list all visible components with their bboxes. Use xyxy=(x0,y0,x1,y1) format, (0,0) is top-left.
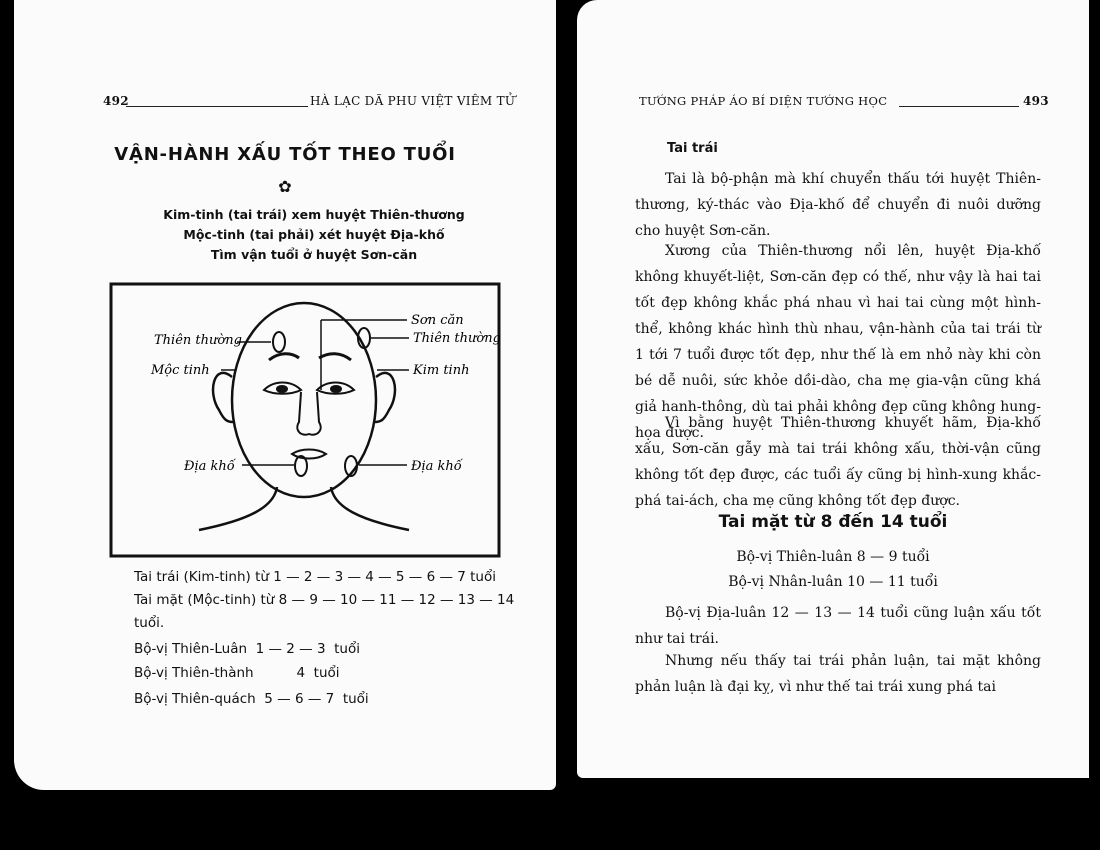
label-dia-kho-right: Địa khố xyxy=(411,459,462,474)
page-number-left: 492 xyxy=(103,94,129,108)
intro-line-2: Mộc-tinh (tai phải) xét huyệt Địa-khố xyxy=(183,227,445,242)
age-line-1: Tai trái (Kim-tinh) từ 1 — 2 — 3 — 4 — 5 — 6 — 7 tuổi xyxy=(134,569,497,585)
running-title-left: HÀ LẠC DÃ PHU VIỆT VIÊM TỬ xyxy=(310,94,516,108)
thien-thuong-left-marker xyxy=(273,332,285,352)
left-pupil xyxy=(276,385,288,393)
intro-line-1: Kim-tinh (tai trái) xem huyệt Thiên-thương xyxy=(163,207,465,222)
nose xyxy=(297,392,320,435)
right-pupil xyxy=(330,385,342,393)
label-son-can: Sơn căn xyxy=(411,313,464,328)
label-thien-thuong-right: Thiên thường xyxy=(413,331,501,346)
dia-kho-left-marker xyxy=(295,456,307,476)
label-moc-tinh: Mộc tinh xyxy=(151,363,210,378)
bo-vi-line-1: Bộ-vị Thiên-Luân 1 — 2 — 3 tuổi xyxy=(134,641,360,657)
ornament-icon: ✿ xyxy=(278,177,292,196)
age-line-2: Tai mặt (Mộc-tinh) từ 8 — 9 — 10 — 11 — 12 — 13 — 14 xyxy=(134,592,515,608)
left-brow xyxy=(269,354,299,360)
label-dia-kho-left: Địa khố xyxy=(184,459,235,474)
neck-right xyxy=(331,487,409,530)
bo-vi-line-2: Bộ-vị Thiên-thành 4 tuổi xyxy=(134,665,340,681)
bo-vi-line-3: Bộ-vị Thiên-quách 5 — 6 — 7 tuổi xyxy=(134,691,369,707)
intro-line-3: Tìm vận tuổi ở huyệt Sơn-căn xyxy=(210,247,418,262)
label-thien-thuong-left: Thiên thường xyxy=(154,333,242,348)
section-label: Tai trái xyxy=(667,141,718,156)
running-title-right: TƯỚNG PHÁP ÁO BÍ DIỆN TƯỚNG HỌC xyxy=(639,94,888,108)
right-ear xyxy=(375,373,395,422)
right-brow xyxy=(319,354,351,360)
paragraph-3: Vì bằng huyệt Thiên-thương khuyết hãm, Địa-khố xấu, Sơn-căn gẫy mà tai trái không xấu, thời-vận cũng không tốt đẹp được, các tuổi ấy cũng bị hình-xung khắc-phá tai-ách, cha mẹ cũng không tốt đẹp được. xyxy=(635,415,1041,509)
paragraph-5: Nhưng nếu thấy tai trái phản luận, tai mặt không phản luận là đại kỵ, vì như thế tai trái xung phá tai xyxy=(635,653,1041,695)
paragraph-4: Bộ-vị Địa-luân 12 — 13 — 14 tuổi cũng luận xấu tốt như tai trái. xyxy=(635,605,1041,647)
centered-line-2: Bộ-vị Nhân-luân 10 — 11 tuổi xyxy=(728,574,938,590)
face-outline xyxy=(232,303,376,497)
age-line-3: tuổi. xyxy=(134,615,165,631)
label-kim-tinh: Kim tinh xyxy=(413,363,470,378)
left-page xyxy=(14,0,556,790)
chapter-title: VẬN-HÀNH XẤU TỐT THEO TUỔI xyxy=(114,144,456,165)
page-number-right: 493 xyxy=(1023,94,1049,108)
paragraph-2: Xương của Thiên-thương nổi lên, huyệt Địa-khố không khuyết-liệt, Sơn-căn đẹp có thế, như vậy là hai tai tốt đẹp không khắc phá nhau vì hai tai cùng một hình-thể, không khác hình thù nhau, vận-hành của tai trái từ 1 tới 7 tuổi được tốt đẹp, như thế là em nhỏ này khi còn bé dễ nuôi, sức khỏe dồi-dào, cha mẹ gia-vận cũng khá giả hanh-thông, dù tai phải không đẹp cũng không hung-họa được. xyxy=(635,243,1041,441)
section-heading: Tai mặt từ 8 đến 14 tuổi xyxy=(718,512,948,532)
header-rule-right xyxy=(899,106,1019,107)
neck-left xyxy=(199,487,277,530)
face-diagram xyxy=(109,282,501,558)
header-rule-left xyxy=(126,106,308,107)
centered-line-1: Bộ-vị Thiên-luân 8 — 9 tuổi xyxy=(736,549,930,565)
paragraph-1: Tai là bộ-phận mà khí chuyển thấu tới huyệt Thiên-thương, ký-thác vào Địa-khố để chuyển đi nuôi dưỡng cho huyệt Sơn-căn. xyxy=(635,171,1041,239)
left-ear xyxy=(213,373,233,422)
right-page xyxy=(577,0,1089,778)
